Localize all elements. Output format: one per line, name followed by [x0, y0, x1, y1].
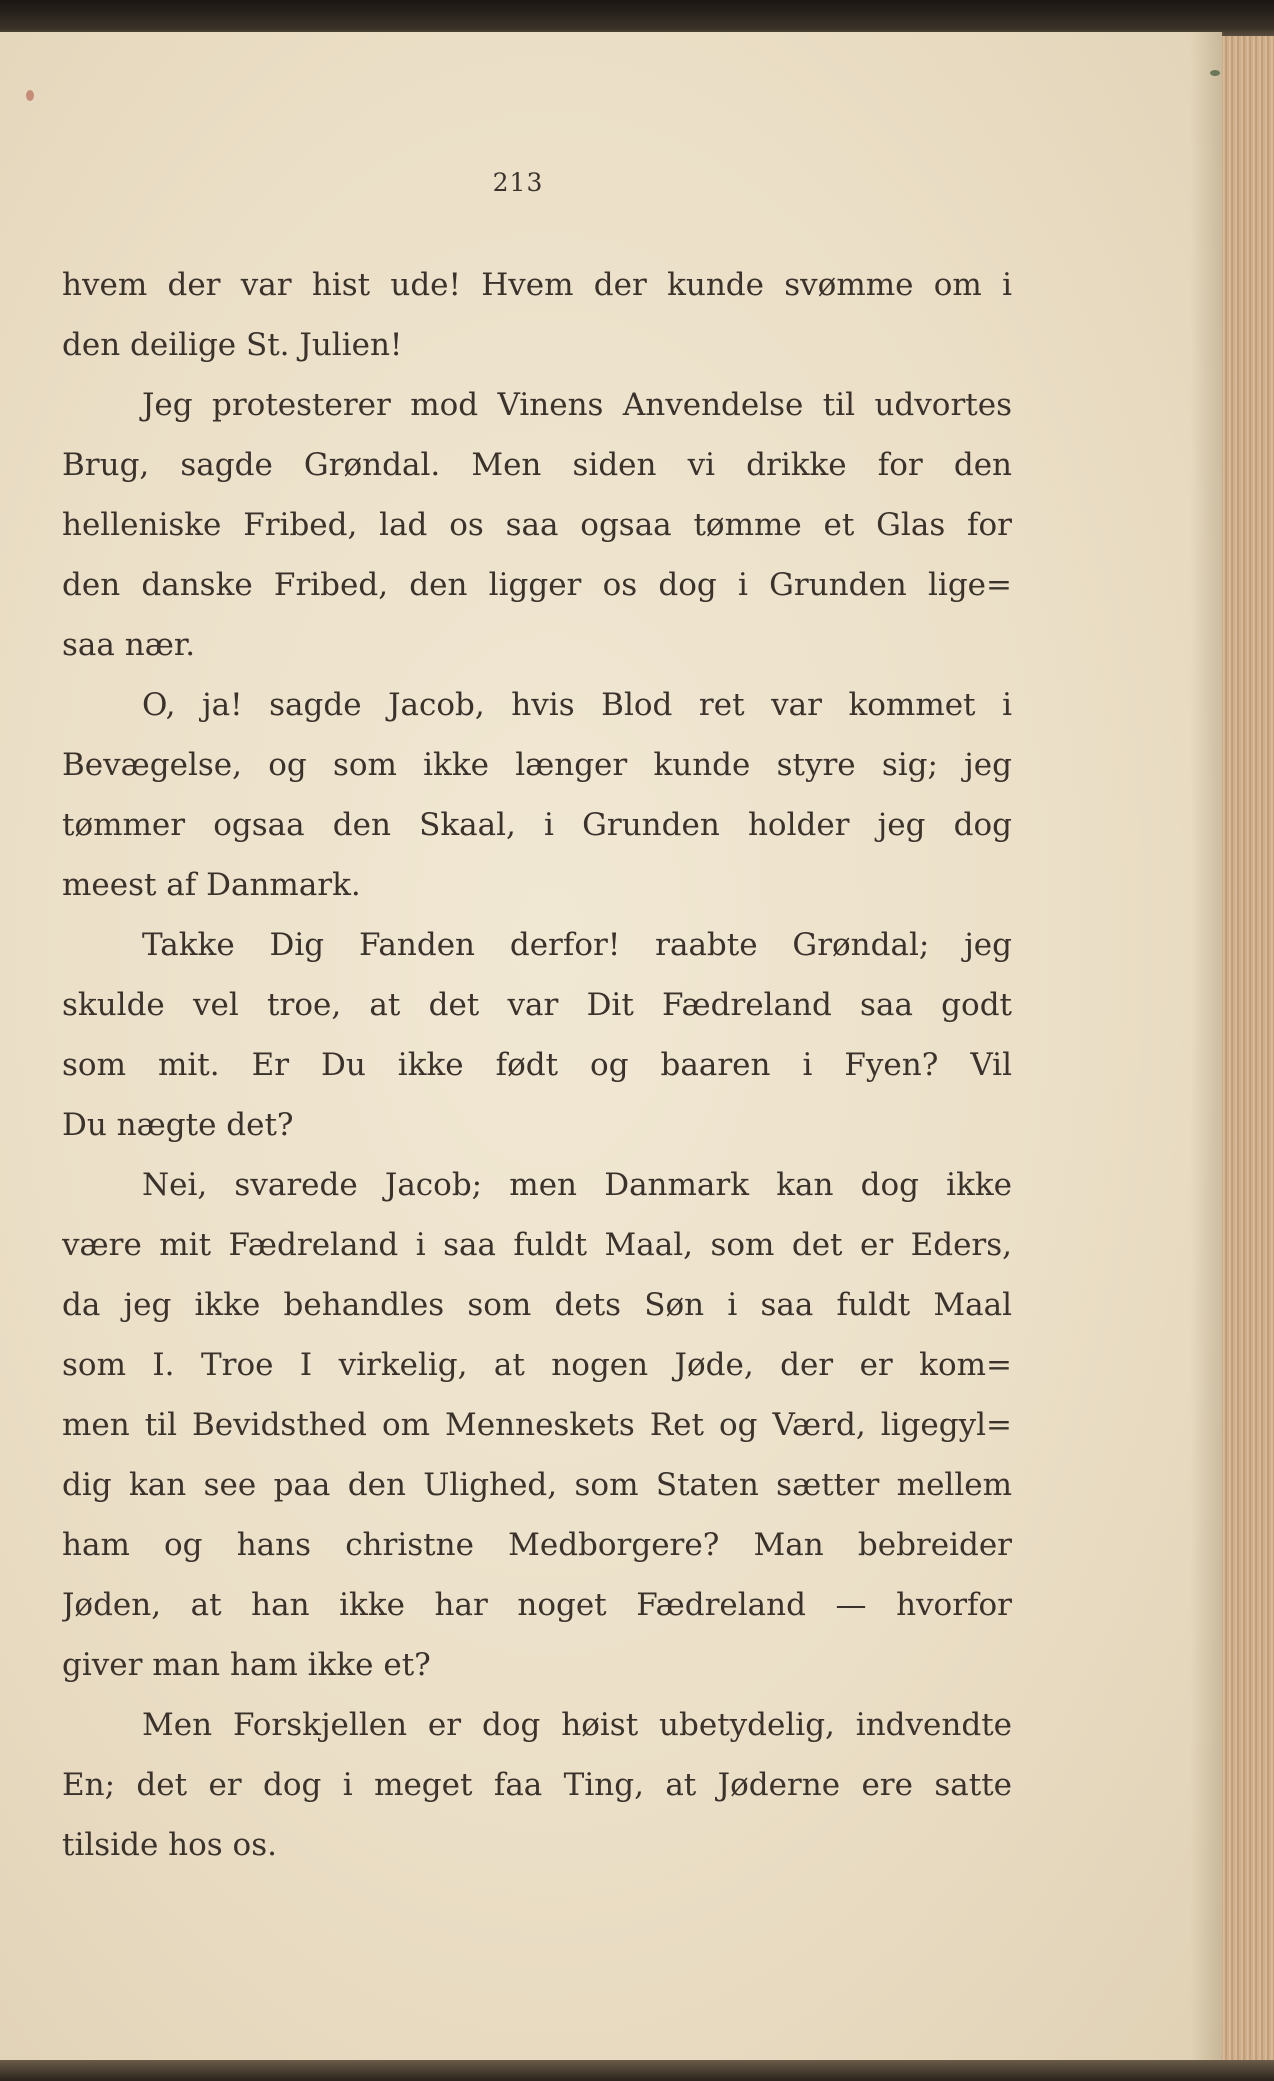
text-line: ham og hans christne Medborgere? Man bebreider	[62, 1527, 1012, 1563]
text-line: Men Forskjellen er dog høist ubetydelig, indvendte	[142, 1707, 1012, 1743]
text-line: den deilige St. Julien!	[62, 327, 403, 363]
text-line: En; det er dog i meget faa Ting, at Jøderne ere satte	[62, 1767, 1012, 1803]
book-fore-edge	[1222, 36, 1274, 2081]
body-text	[62, 255, 1012, 1875]
text-line: Brug, sagde Grøndal. Men siden vi drikke for den	[62, 447, 1012, 483]
ink-spot	[26, 90, 34, 101]
text-line: saa nær.	[62, 627, 196, 663]
bottom-scan-border	[0, 2060, 1274, 2081]
page-edge-shadow	[1190, 32, 1224, 2060]
text-line: hvem der var hist ude! Hvem der kunde svømme om i	[62, 267, 1012, 303]
text-line: giver man ham ikke et?	[62, 1647, 431, 1683]
text-line: tømmer ogsaa den Skaal, i Grunden holder jeg dog	[62, 807, 1012, 843]
text-line: meest af Danmark.	[62, 867, 361, 903]
text-line: Nei, svarede Jacob; men Danmark kan dog ikke	[142, 1167, 1012, 1203]
ink-spot	[1210, 70, 1220, 76]
text-line: som I. Troe I virkelig, at nogen Jøde, der er kom=	[62, 1347, 1012, 1383]
text-line: men til Bevidsthed om Menneskets Ret og Værd, ligegyl=	[62, 1407, 1012, 1443]
text-line: tilside hos os.	[62, 1827, 277, 1863]
text-line: Bevægelse, og som ikke længer kunde styre sig; jeg	[62, 747, 1012, 783]
text-line: skulde vel troe, at det var Dit Fædreland saa godt	[62, 987, 1012, 1023]
text-line: Jøden, at han ikke har noget Fædreland — hvorfor	[62, 1587, 1012, 1623]
page-number: 213	[492, 168, 544, 197]
text-line: Jeg protesterer mod Vinens Anvendelse til udvortes	[142, 387, 1012, 423]
text-line: Takke Dig Fanden derfor! raabte Grøndal; jeg	[142, 927, 1012, 963]
text-line: dig kan see paa den Ulighed, som Staten sætter mellem	[62, 1467, 1012, 1503]
text-line: helleniske Fribed, lad os saa ogsaa tømme et Glas for	[62, 507, 1012, 543]
text-line: da jeg ikke behandles som dets Søn i saa fuldt Maal	[62, 1287, 1012, 1323]
text-line: som mit. Er Du ikke født og baaren i Fyen? Vil	[62, 1047, 1012, 1083]
text-line: Du nægte det?	[62, 1107, 294, 1143]
text-line: O, ja! sagde Jacob, hvis Blod ret var kommet i	[142, 687, 1012, 723]
text-line: være mit Fædreland i saa fuldt Maal, som det er Eders,	[62, 1227, 1012, 1263]
text-line: den danske Fribed, den ligger os dog i Grunden lige=	[62, 567, 1012, 603]
